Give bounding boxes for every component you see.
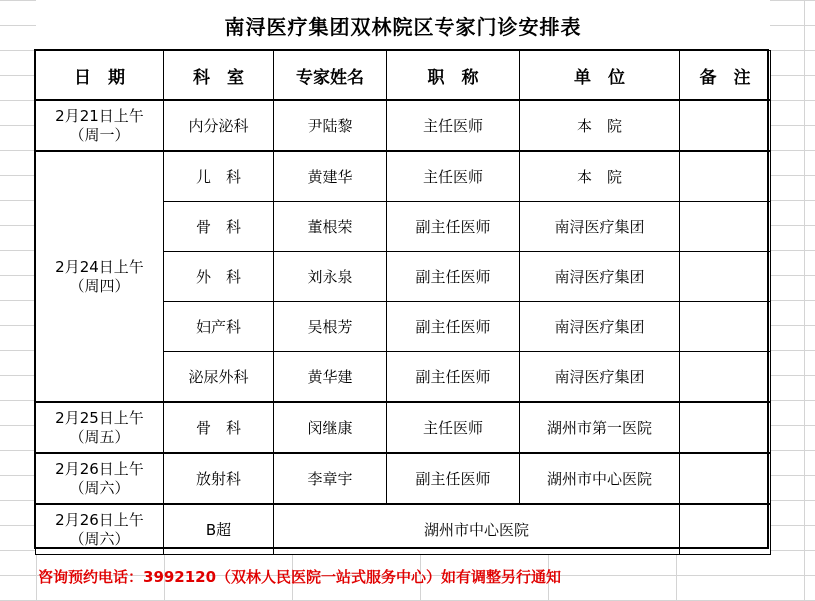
unit-cell: 南浔医疗集团 bbox=[520, 302, 680, 352]
remarks-cell bbox=[680, 202, 771, 252]
date-text: 2月26日上午 bbox=[55, 459, 144, 478]
department-cell: 放射科 bbox=[164, 453, 274, 504]
remarks-cell bbox=[680, 151, 771, 202]
date-cell bbox=[36, 151, 164, 402]
date-text: 2月26日上午 bbox=[55, 510, 144, 529]
weekday-text: （周五） bbox=[69, 427, 130, 446]
expert-name-cell: 尹陆黎 bbox=[274, 100, 387, 151]
department-cell: B超 bbox=[164, 504, 274, 555]
department-cell: 儿 科 bbox=[164, 151, 274, 202]
department-cell: 骨 科 bbox=[164, 202, 274, 252]
header-remarks: 备 注 bbox=[680, 51, 771, 101]
weekday-text: （周六） bbox=[69, 529, 130, 548]
job-title-cell: 主任医师 bbox=[387, 151, 520, 202]
header-expert-name: 专家姓名 bbox=[274, 51, 387, 101]
date-cell bbox=[36, 402, 164, 453]
remarks-cell bbox=[680, 352, 771, 403]
unit-cell: 南浔医疗集团 bbox=[520, 252, 680, 302]
date-text: 2月21日上午 bbox=[55, 106, 144, 125]
remarks-cell bbox=[680, 100, 771, 151]
expert-name-cell: 闵继康 bbox=[274, 402, 387, 453]
date-cell bbox=[36, 453, 164, 504]
remarks-cell bbox=[680, 453, 771, 504]
date-text: 2月24日上午 bbox=[55, 257, 144, 276]
header-job-title: 职 称 bbox=[387, 51, 520, 101]
table-row bbox=[36, 402, 771, 453]
contact-footer: 咨询预约电话：3992120（双林人民医院一站式服务中心）如有调整另行通知 bbox=[38, 567, 562, 586]
weekday-text: （周六） bbox=[69, 478, 130, 497]
date-text: 2月25日上午 bbox=[55, 408, 144, 427]
job-title-cell: 副主任医师 bbox=[387, 202, 520, 252]
unit-cell: 南浔医疗集团 bbox=[520, 202, 680, 252]
job-title-cell: 副主任医师 bbox=[387, 453, 520, 504]
job-title-cell: 副主任医师 bbox=[387, 252, 520, 302]
department-cell: 外 科 bbox=[164, 252, 274, 302]
job-title-cell: 副主任医师 bbox=[387, 352, 520, 403]
expert-name-cell: 黄华建 bbox=[274, 352, 387, 403]
expert-name-cell: 刘永泉 bbox=[274, 252, 387, 302]
unit-cell: 本 院 bbox=[520, 100, 680, 151]
department-cell: 泌尿外科 bbox=[164, 352, 274, 403]
job-title-cell: 副主任医师 bbox=[387, 302, 520, 352]
schedule-table bbox=[35, 50, 771, 555]
weekday-text: （周四） bbox=[69, 276, 130, 295]
expert-name-cell: 董根荣 bbox=[274, 202, 387, 252]
job-title-cell: 主任医师 bbox=[387, 100, 520, 151]
table-row bbox=[36, 453, 771, 504]
unit-cell: 本 院 bbox=[520, 151, 680, 202]
remarks-cell bbox=[680, 252, 771, 302]
merged-unit-cell: 湖州市中心医院 bbox=[274, 504, 680, 555]
job-title-cell: 主任医师 bbox=[387, 402, 520, 453]
department-cell: 骨 科 bbox=[164, 402, 274, 453]
table-row bbox=[36, 100, 771, 151]
page-title: 南浔医疗集团双林院区专家门诊安排表 bbox=[36, 0, 770, 50]
remarks-cell bbox=[680, 402, 771, 453]
header-date: 日 期 bbox=[36, 51, 164, 101]
remarks-cell bbox=[680, 302, 771, 352]
table-header-row bbox=[36, 51, 771, 101]
table-row bbox=[36, 504, 771, 555]
date-cell bbox=[36, 100, 164, 151]
expert-name-cell: 吴根芳 bbox=[274, 302, 387, 352]
unit-cell: 湖州市中心医院 bbox=[520, 453, 680, 504]
header-unit: 单 位 bbox=[520, 51, 680, 101]
expert-name-cell: 黄建华 bbox=[274, 151, 387, 202]
remarks-cell bbox=[680, 504, 771, 555]
date-cell bbox=[36, 504, 164, 555]
unit-cell: 湖州市第一医院 bbox=[520, 402, 680, 453]
expert-name-cell: 李章宇 bbox=[274, 453, 387, 504]
header-department: 科 室 bbox=[164, 51, 274, 101]
department-cell: 妇产科 bbox=[164, 302, 274, 352]
department-cell: 内分泌科 bbox=[164, 100, 274, 151]
weekday-text: （周一） bbox=[69, 125, 130, 144]
unit-cell: 南浔医疗集团 bbox=[520, 352, 680, 403]
table-row bbox=[36, 151, 771, 202]
